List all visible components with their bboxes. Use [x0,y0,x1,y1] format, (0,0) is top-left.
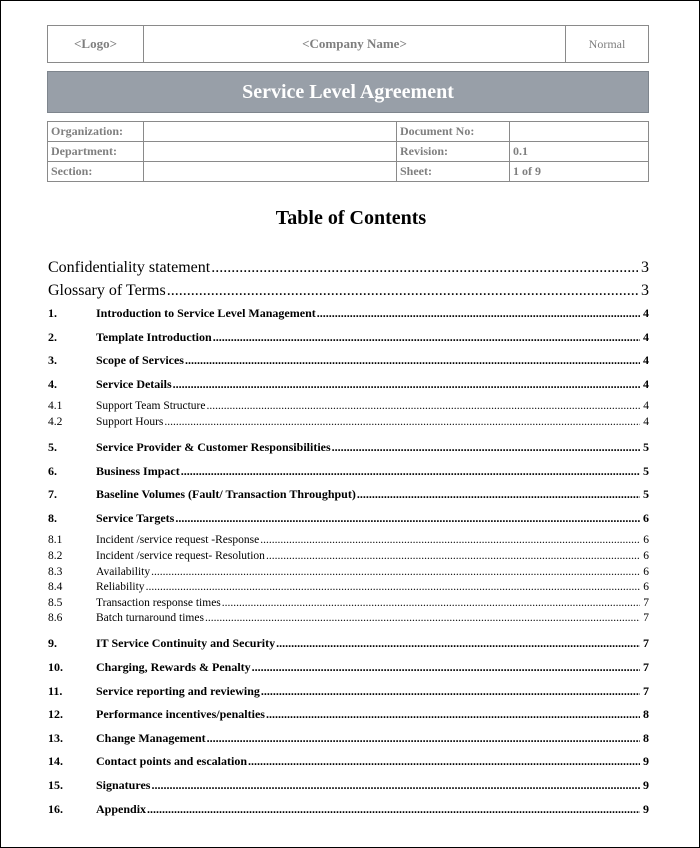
info-value [144,162,397,182]
toc-entry-page: 8 [643,731,649,745]
toc-entry-page: 6 [643,511,649,525]
toc-entry-label[interactable]: Batch turnaround times [96,612,204,624]
toc-dot-leader [207,400,641,412]
toc-entry[interactable] [48,377,649,393]
toc-entry-number: 1. [48,306,57,320]
toc-entry[interactable] [48,440,649,456]
info-row [48,162,649,182]
document-title-banner: Service Level Agreement [47,71,649,113]
toc-entry-label[interactable]: Incident /service request -Response [96,534,260,546]
toc-entry-label[interactable]: Service Details [96,377,172,391]
document-header [47,25,649,63]
toc-entry-label[interactable]: Glossary of Terms [48,282,166,299]
info-label: Organization: [48,122,144,142]
toc-entry-number: 8. [48,511,57,525]
toc-entry-page: 9 [643,802,649,816]
toc-entry-page: 9 [643,754,649,768]
toc-entry-page: 4 [643,377,649,391]
info-value [144,142,397,162]
toc-entry-label[interactable]: Incident /service request- Resolution [96,550,265,562]
toc-entry-number: 5. [48,440,57,454]
toc-dot-leader [248,754,640,769]
toc-entry-page: 6 [643,550,649,562]
info-label: Department: [48,142,144,162]
toc-entry-page: 6 [643,566,649,578]
toc-dot-leader [276,636,640,651]
toc-entry-number: 12. [48,707,63,721]
toc-dot-leader [185,353,640,368]
toc-entry-page: 4 [643,353,649,367]
toc-entry-number: 2. [48,330,57,344]
logo-placeholder: <Logo> [48,26,144,62]
toc-dot-leader [151,566,640,578]
info-value: 1 of 9 [510,162,649,182]
info-label: Sheet: [397,162,510,182]
info-row [48,142,649,162]
toc-entry-label[interactable]: Confidentiality statement [48,259,211,276]
toc-entry-page: 6 [643,581,649,593]
toc-dot-leader [222,597,640,609]
toc-dot-leader [173,377,640,392]
toc-entry[interactable] [48,566,649,582]
toc-entry[interactable] [48,464,649,480]
toc-entry-page: 5 [643,487,649,501]
info-label: Section: [48,162,144,182]
toc-dot-leader [181,464,640,479]
toc-entry-number: 4.1 [48,400,63,412]
info-value [510,122,649,142]
toc-dot-leader [252,660,640,675]
toc-dot-leader [266,707,640,722]
toc-entry[interactable] [48,550,649,566]
toc-entry-label[interactable]: Service reporting and reviewing [96,684,260,698]
toc-entry[interactable] [48,400,649,416]
toc-entry[interactable] [48,731,649,747]
toc-dot-leader [147,802,640,817]
toc-dot-leader [332,440,640,455]
toc-entry[interactable] [48,534,649,550]
toc-entry-number: 14. [48,754,63,768]
toc-entry[interactable] [48,802,649,818]
toc-entry-number: 10. [48,660,63,674]
toc-entry-number: 8.4 [48,581,63,593]
toc-entry-number: 13. [48,731,63,745]
toc-dot-leader [317,306,640,321]
info-row [48,122,649,142]
toc-entry-label[interactable]: Support Team Structure [96,400,206,412]
toc-dot-leader [357,487,640,502]
toc-entry[interactable] [48,282,649,298]
toc-dot-leader [167,282,638,300]
toc-entry-number: 8.5 [48,597,63,609]
toc-entry[interactable] [48,754,649,770]
toc-entry-page: 8 [643,707,649,721]
document-info-table [47,121,649,182]
toc-entry-label[interactable]: Scope of Services [96,353,184,367]
toc-entry-label[interactable]: IT Service Continuity and Security [96,636,276,650]
info-label: Revision: [397,142,510,162]
toc-entry-page: 9 [643,778,649,792]
toc-entry-label[interactable]: Change Management [96,731,206,745]
toc-dot-leader [213,330,640,345]
toc-entry[interactable] [48,487,649,503]
info-value [144,122,397,142]
toc-entry[interactable] [48,353,649,369]
toc-entry-number: 8.6 [48,612,63,624]
toc-entry-number: 3. [48,353,57,367]
toc-entry[interactable] [48,636,649,652]
toc-dot-leader [260,534,640,546]
toc-entry[interactable] [48,707,649,723]
toc-entry-number: 16. [48,802,63,816]
toc-entry-number: 6. [48,464,57,478]
toc-entry[interactable] [48,306,649,322]
toc-heading: Table of Contents [275,207,427,229]
toc-entry-label[interactable]: Performance incentives/penalties [96,707,265,721]
toc-entry-page: 7 [643,597,649,609]
toc-entry-number: 4.2 [48,416,63,428]
toc-entry-page: 6 [643,534,649,546]
info-label: Document No: [397,122,510,142]
toc-entry-page: 4 [643,306,649,320]
toc-entry-label[interactable]: Service Targets [96,511,175,525]
toc-entry[interactable] [48,511,649,527]
toc-entry[interactable] [48,778,649,794]
toc-entry-page: 7 [643,684,649,698]
toc-entry[interactable] [48,581,649,597]
info-value: 0.1 [510,142,649,162]
toc-entry[interactable] [48,612,649,628]
toc-entry[interactable] [48,660,649,676]
toc-entry[interactable] [48,684,649,700]
toc-entry-number: 9. [48,636,57,650]
toc-dot-leader [151,778,640,793]
toc-entry-label[interactable]: Business Impact [96,464,180,478]
toc-entry[interactable] [48,259,649,275]
toc-entry-label[interactable]: Transaction response times [96,597,221,609]
toc-dot-leader [205,612,640,624]
toc-entry[interactable] [48,330,649,346]
toc-entry-label[interactable]: Service Provider & Customer Responsibilities [96,440,331,454]
toc-entry-label[interactable]: Support Hours [96,416,164,428]
toc-entry[interactable] [48,597,649,613]
toc-entry-label[interactable]: Contact points and escalation [96,754,248,768]
toc-entry-label[interactable]: Baseline Volumes (Fault/ Transaction Throughput) [96,487,356,501]
toc-dot-leader [266,550,640,562]
toc-entry-label[interactable]: Appendix [96,802,147,816]
toc-entry-number: 8.1 [48,534,63,546]
toc-entry-number: 8.3 [48,566,63,578]
toc-entry-label[interactable]: Charging, Rewards & Penalty [96,660,251,674]
toc-entry-page: 5 [643,464,649,478]
toc-dot-leader [211,259,638,277]
company-name: <Company Name> [144,26,566,62]
toc-entry-label[interactable]: Availability [96,566,151,578]
toc-entry-page: 4 [643,330,649,344]
toc-entry-number: 4. [48,377,57,391]
toc-entry-number: 8.2 [48,550,63,562]
toc-dot-leader [207,731,640,746]
toc-entry-page: 4 [643,416,649,428]
toc-entry-page: 7 [643,660,649,674]
toc-entry-page: 4 [643,400,649,412]
toc-entry-page: 5 [643,440,649,454]
toc-entry-page: 7 [643,636,649,650]
toc-entry[interactable] [48,416,649,432]
toc-entry-label[interactable]: Template Introduction [96,330,212,344]
toc-entry-label[interactable]: Reliability [96,581,145,593]
toc-entry-number: 7. [48,487,57,501]
toc-entry-number: 11. [48,684,63,698]
toc-entry-page: 7 [643,612,649,624]
toc-entry-number: 15. [48,778,63,792]
classification-status: Normal [588,36,626,51]
toc-dot-leader [261,684,640,699]
toc-dot-leader [175,511,640,526]
toc-dot-leader [146,581,641,593]
toc-entry-label[interactable]: Introduction to Service Level Management [96,306,316,320]
toc-entry-page: 3 [641,282,649,299]
toc-entry-page: 3 [641,259,649,276]
toc-entry-label[interactable]: Signatures [96,778,151,792]
toc-dot-leader [164,416,640,428]
